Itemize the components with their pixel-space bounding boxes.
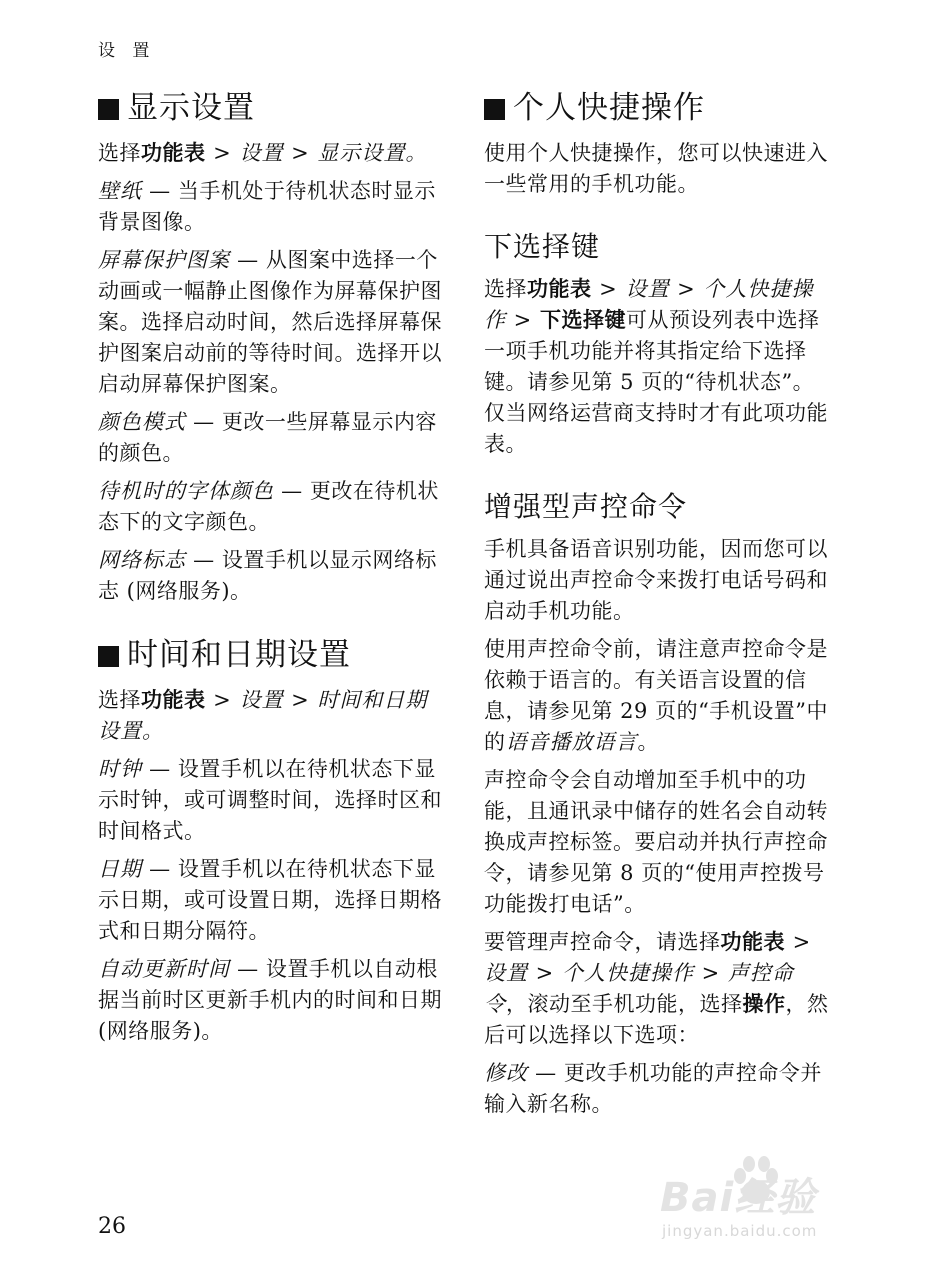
menu-path: 选择功能表 > 设置 > 显示设置。 <box>98 141 428 165</box>
subsection-heading: 下选择键 <box>484 230 601 263</box>
running-head: 设 置 <box>98 41 156 61</box>
setting-item: 壁纸 — 当手机处于待机状态时显示背景图像。 <box>98 179 436 234</box>
square-bullet-icon <box>98 646 119 667</box>
setting-item: 时钟 — 设置手机以在待机状态下显示时钟，或可调整时间，选择时区和时间格式。 <box>98 757 442 843</box>
section-heading: 时间和日期设置 <box>98 635 443 675</box>
section-enhanced-voice-commands <box>484 488 829 1120</box>
section-personal-shortcuts <box>484 88 829 200</box>
menu-path: 选择功能表 > 设置 > 时间和日期设置。 <box>98 688 428 743</box>
paragraph: 使用声控命令前，请注意声控命令是依赖于语言的。有关语言设置的信息，请参见第 29 页的“手机设置”中的语音播放语言。 <box>484 637 829 754</box>
section-heading: 个人快捷操作 <box>484 88 829 128</box>
left-column <box>98 88 443 1075</box>
section-display-settings <box>98 88 443 607</box>
paragraph: 使用个人快捷操作，您可以快速进入一些常用的手机功能。 <box>484 141 828 196</box>
setting-item: 屏幕保护图案 — 从图案中选择一个动画或一幅静止图像作为屏幕保护图案。选择启动时间，然后选择屏幕保护图案启动前的等待时间。选择开以启动屏幕保护图案。 <box>98 248 442 396</box>
section-time-date-settings <box>98 635 443 1047</box>
paragraph: 选择功能表 > 设置 > 个人快捷操作 > 下选择键可从预设列表中选择一项手机功能并将其指定给下选择键。请参见第 5 页的“待机状态”。仅当网络运营商支持时才有此项功能表。 <box>484 277 828 456</box>
setting-item: 颜色模式 — 更改一些屏幕显示内容的颜色。 <box>98 410 437 465</box>
setting-item: 日期 — 设置手机以在待机状态下显示日期，或可设置日期，选择日期格式和日期分隔符。 <box>98 857 442 943</box>
square-bullet-icon <box>98 99 119 120</box>
setting-item: 网络标志 — 设置手机以显示网络标志 (网络服务)。 <box>98 548 437 603</box>
section-down-select-key <box>484 228 829 460</box>
setting-item: 待机时的字体颜色 — 更改在待机状态下的文字颜色。 <box>98 479 439 534</box>
watermark-url: jingyan.baidu.com <box>662 1222 818 1240</box>
paragraph: 声控命令会自动增加至手机中的功能，且通讯录中储存的姓名会自动转换成声控标签。要启动并执行声控命令，请参见第 8 页的“使用声控拨号功能拨打电话”。 <box>484 768 828 916</box>
paragraph: 手机具备语音识别功能，因而您可以通过说出声控命令来拨打电话号码和启动手机功能。 <box>484 537 828 623</box>
baidu-watermark <box>660 1152 890 1252</box>
right-column <box>484 88 829 1148</box>
page-number: 26 <box>98 1214 126 1239</box>
square-bullet-icon <box>484 99 505 120</box>
setting-item: 修改 — 更改手机功能的声控命令并输入新名称。 <box>484 1061 822 1116</box>
subsection-heading: 增强型声控命令 <box>484 490 688 523</box>
watermark-brand: Bai经验 <box>660 1175 817 1221</box>
section-heading: 显示设置 <box>98 88 443 128</box>
paragraph: 要管理声控命令，请选择功能表 > 设置 > 个人快捷操作 > 声控命令，滚动至手机功能，选择操作，然后可以选择以下选项： <box>484 930 829 1047</box>
setting-item: 自动更新时间 — 设置手机以自动根据当前时区更新手机内的时间和日期 (网络服务)。 <box>98 957 442 1043</box>
